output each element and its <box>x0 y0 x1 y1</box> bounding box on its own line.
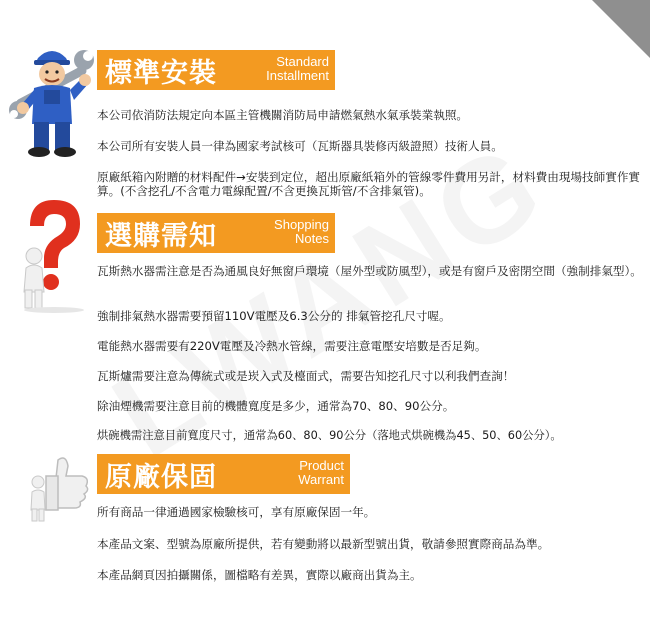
warrant-line-1: 所有商品一律通過國家檢驗核可，享有原廠保固一年。 <box>97 505 376 519</box>
shopping-line-6: 烘碗機需注意目前寬度尺寸，通常為60、80、90公分（落地式烘碗機為45、50、60公分）。 <box>97 429 562 442</box>
section-banner-warrant <box>97 454 350 494</box>
installment-line-1: 本公司依消防法規定向本區主管機關消防局申請燃氣熱水氣承裝業執照。 <box>97 108 469 122</box>
section-title-zh: 標準安裝 <box>105 57 217 89</box>
installment-line-3: 原廠紙箱內附贈的材料配件→安裝到定位，超出原廠紙箱外的管線零件費用另計，材料費由現場技師實作實算。(不含挖孔/不含電力電線配置/不含更換瓦斯管/不含排氣管)。 <box>97 170 641 198</box>
thumbs-up-figure-icon <box>28 452 96 524</box>
question-mark-figure-icon <box>14 196 94 314</box>
section-banner-installment <box>97 50 335 90</box>
section-banner-shopping <box>97 213 335 253</box>
section-title-en: Standard Installment <box>266 54 329 83</box>
shopping-line-1: 瓦斯熱水器需注意是否為通風良好無窗戶環境（屋外型或防風型），或是有窗戶及密閉空間（強制排氣型）。 <box>97 264 642 278</box>
section-title-zh: 選購需知 <box>105 220 217 252</box>
warrant-line-3: 本產品網頁因拍攝關係，圖檔略有差異，實際以廠商出貨為主。 <box>97 568 422 582</box>
worker-with-wrench-icon <box>8 38 96 160</box>
shopping-line-4: 瓦斯爐需要注意為傳統式或是崁入式及檯面式，需要告知挖孔尺寸以利我們查詢！ <box>97 369 515 383</box>
section-title-en: Product Warrant <box>298 458 344 487</box>
page-corner-fold <box>592 0 650 58</box>
shopping-line-2: 強制排氣熱水器需要預留110V電壓及6.3公分的 排氣管挖孔尺寸喔。 <box>97 309 451 323</box>
installment-line-2: 本公司所有安裝人員一律為國家考試核可（瓦斯器具裝修丙級證照）技術人員。 <box>97 139 503 153</box>
section-title-zh: 原廠保固 <box>105 461 217 493</box>
shopping-line-3: 電能熱水器需要有220V電壓及冷熱水管線，需要注意電壓安培數是否足夠。 <box>97 339 487 353</box>
warrant-line-2: 本產品文案、型號為原廠所提供，若有變動將以最新型號出貨，敬請參照實際商品為準。 <box>97 537 550 551</box>
section-title-en: Shopping Notes <box>274 217 329 246</box>
shopping-line-5: 除油煙機需要注意目前的機體寬度是多少，通常為70、80、90公分。 <box>97 399 455 413</box>
